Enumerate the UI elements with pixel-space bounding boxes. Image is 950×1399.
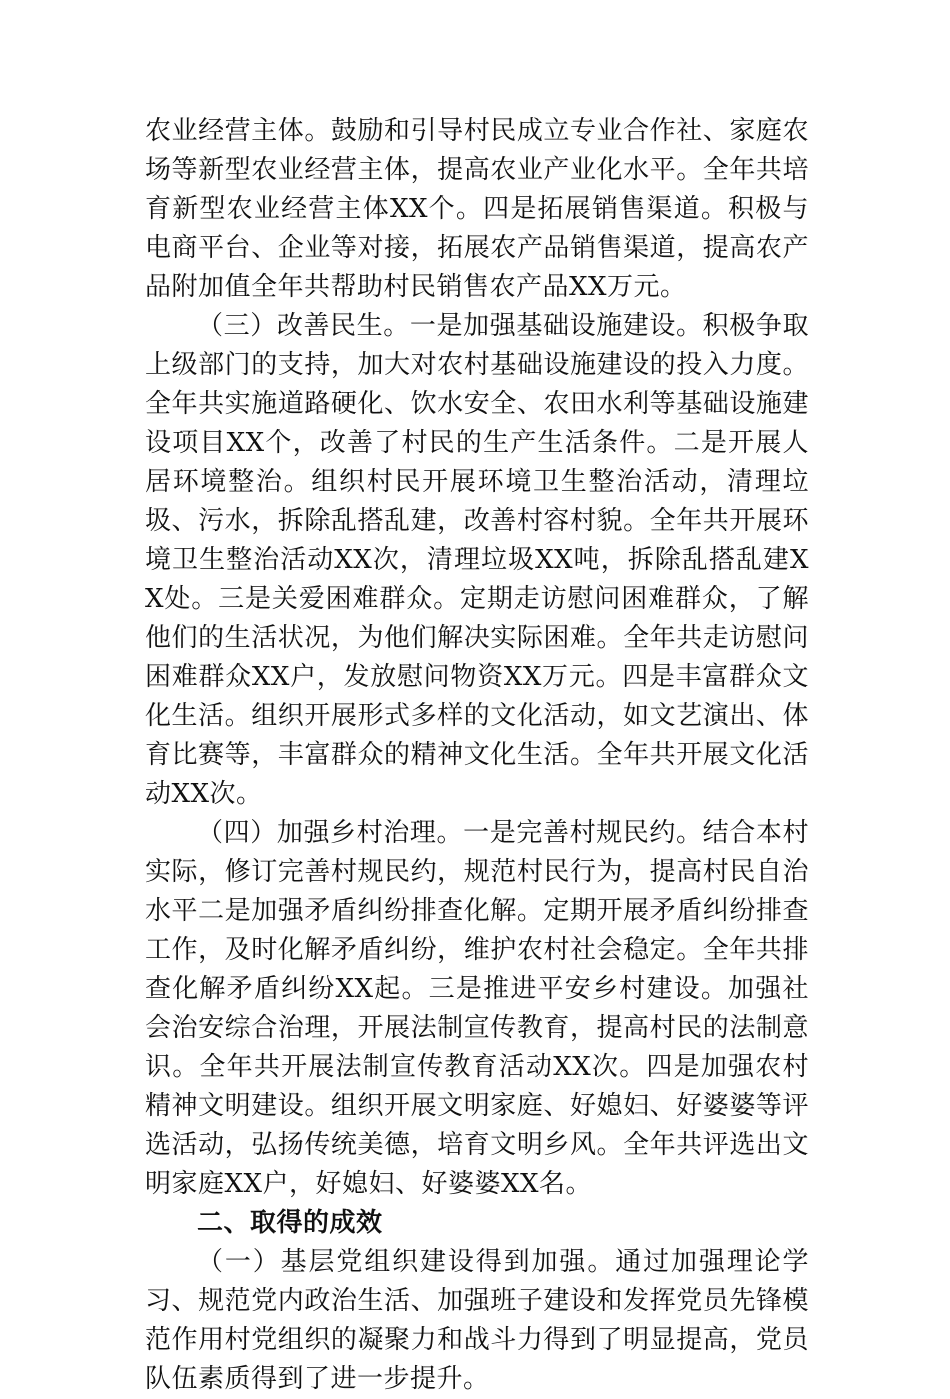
- paragraph-improve-livelihood: [145, 307, 809, 814]
- paragraph-party-building: [145, 1243, 809, 1399]
- paragraph-rural-governance: [145, 814, 809, 1204]
- paragraph-text: 一是完善村规民约。结合本村实际，修订完善村规民约，规范村民行为，提高村民自治水平二是加强矛盾纠纷排查化解。定期开展矛盾纠纷排查工作，及时化解矛盾纠纷，维护农村社会稳定。全年共排查化解矛盾纠纷XX起。三是推进平安乡村建设。加强社会治安综合治理，开展法制宣传教育，提高村民的法制意识。全年共开展法制宣传教育活动XX次。四是加强农村精神文明建设。组织开展文明家庭、好媳妇、好婆婆等评选活动，弘扬传统美德，培育文明乡风。全年共评选出文明家庭XX户，好媳妇、好婆婆XX名。: [145, 818, 809, 1199]
- paragraph-lead: （一）基层党组织建设得到加强。: [197, 1247, 616, 1277]
- paragraph-lead: （三）改善民生。: [197, 311, 410, 341]
- paragraph-lead: （四）加强乡村治理。: [197, 818, 464, 848]
- paragraph-text: 一是加强基础设施建设。积极争取上级部门的支持，加大对农村基础设施建设的投入力度。全年共实施道路硬化、饮水安全、农田水利等基础设施建设项目XX个，改善了村民的生产生活条件。二是开展人居环境整治。组织村民开展环境卫生整治活动，清理垃圾、污水，拆除乱搭乱建，改善村容村貌。全年共开展环境卫生整治活动XX次，清理垃圾XX吨，拆除乱搭乱建XX处。三是关爱困难群众。定期走访慰问困难群众，了解他们的生活状况，为他们解决实际困难。全年共走访慰问困难群众XX户，发放慰问物资XX万元。四是丰富群众文化生活。组织开展形式多样的文化活动，如文艺演出、体育比赛等，丰富群众的精神文化生活。全年共开展文化活动XX次。: [145, 311, 809, 809]
- section-heading: 二、取得的成效: [197, 1208, 383, 1238]
- paragraph-continued: [145, 112, 809, 307]
- paragraph-text: 通过加强理论学习、规范党内政治生活、加强班子建设和发挥党员先锋模范作用村党组织的凝聚力和战斗力得到了明显提高，党员队伍素质得到了进一步提升。: [145, 1247, 809, 1394]
- document-body: [145, 112, 809, 1399]
- paragraph-text: 农业经营主体。鼓励和引导村民成立专业合作社、家庭农场等新型农业经营主体，提高农业产业化水平。全年共培育新型农业经营主体XX个。四是拓展销售渠道。积极与电商平台、企业等对接，拓展农产品销售渠道，提高农产品附加值全年共帮助村民销售农产品XX万元。: [145, 116, 809, 302]
